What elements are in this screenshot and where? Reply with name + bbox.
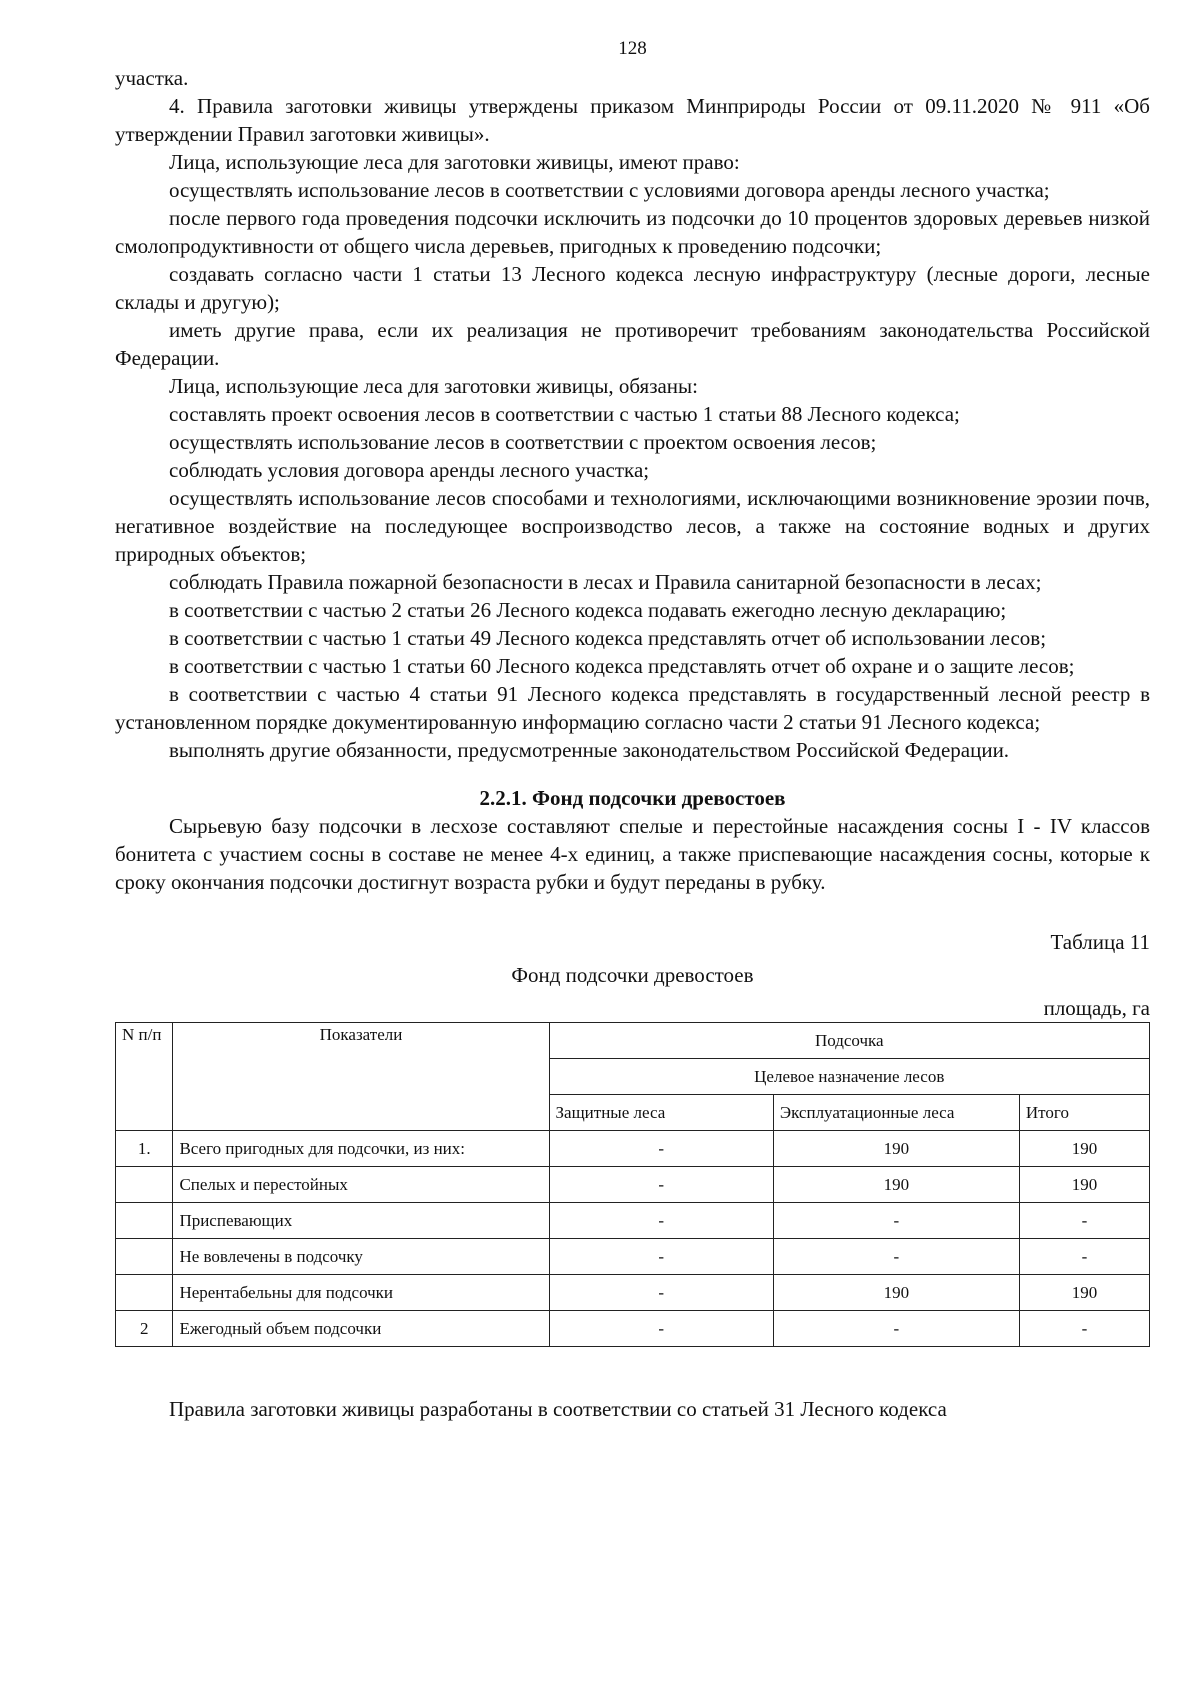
- row-exploitation: -: [773, 1311, 1019, 1347]
- closing-paragraph: Правила заготовки живицы разработаны в соответствии со статьей 31 Лесного кодекса: [169, 1397, 947, 1421]
- header-num: N п/п: [116, 1023, 173, 1131]
- row-num: [116, 1239, 173, 1275]
- table-title: Фонд подсочки древостоев: [511, 963, 754, 987]
- paragraph: Лица, использующие леса для заготовки живицы, имеют право:: [169, 150, 740, 174]
- table-row: [116, 1311, 1150, 1347]
- row-total: -: [1019, 1311, 1149, 1347]
- paragraph: в соответствии с частью 1 статьи 49 Лесного кодекса представлять отчет об использовании лесов;: [169, 626, 1047, 650]
- row-num: 1.: [116, 1131, 173, 1167]
- row-total: 190: [1019, 1131, 1149, 1167]
- row-indicator: Всего пригодных для подсочки, из них:: [173, 1131, 549, 1167]
- row-num: [116, 1167, 173, 1203]
- paragraph: в соответствии с частью 4 статьи 91 Лесного кодекса представлять в государственный лесной реестр в установленном порядке документированную информацию согласно части 2 статьи 91 Лесного кодекса;: [115, 682, 1150, 734]
- table-row: [116, 1167, 1150, 1203]
- row-protective: -: [549, 1203, 773, 1239]
- paragraph: в соответствии с частью 2 статьи 26 Лесного кодекса подавать ежегодно лесную декларацию;: [169, 598, 1007, 622]
- body-text: [115, 64, 1150, 764]
- section-paragraph: Сырьевую базу подсочки в лесхозе составляют спелые и перестойные насаждения сосны I - IV классов бонитета с участием сосны в составе не менее 4-х единиц, а также приспевающие насаждения сосны, которые к сроку окончания подсочки достигнут возраста рубки и будут переданы в рубку.: [115, 814, 1150, 894]
- document-page: [115, 34, 1150, 1423]
- paragraph: участка.: [115, 66, 189, 90]
- header-protective: Защитные леса: [549, 1095, 773, 1131]
- table-unit: площадь, га: [1043, 996, 1150, 1020]
- row-indicator: Не вовлечены в подсочку: [173, 1239, 549, 1275]
- row-exploitation: 190: [773, 1167, 1019, 1203]
- paragraph: осуществлять использование лесов в соответствии с проектом освоения лесов;: [169, 430, 877, 454]
- paragraph: Лица, использующие леса для заготовки живицы, обязаны:: [169, 374, 698, 398]
- paragraph: соблюдать Правила пожарной безопасности в лесах и Правила санитарной безопасности в лесах;: [169, 570, 1042, 594]
- row-num: 2: [116, 1311, 173, 1347]
- table-row: [116, 1275, 1150, 1311]
- paragraph: осуществлять использование лесов в соответствии с условиями договора аренды лесного участка;: [169, 178, 1050, 202]
- paragraph: составлять проект освоения лесов в соответствии с частью 1 статьи 88 Лесного кодекса;: [169, 402, 960, 426]
- row-exploitation: 190: [773, 1275, 1019, 1311]
- row-protective: -: [549, 1131, 773, 1167]
- row-protective: -: [549, 1275, 773, 1311]
- table-row: [116, 1131, 1150, 1167]
- row-indicator: Ежегодный объем подсочки: [173, 1311, 549, 1347]
- table-row: [116, 1239, 1150, 1275]
- paragraph: выполнять другие обязанности, предусмотренные законодательством Российской Федерации.: [169, 738, 1010, 762]
- row-num: [116, 1203, 173, 1239]
- subtapping-fund-table: [115, 1022, 1150, 1347]
- table-label: Таблица 11: [1050, 930, 1150, 954]
- paragraph: создавать согласно части 1 статьи 13 Лесного кодекса лесную инфраструктуру (лесные дороги, лесные склады и другую);: [115, 262, 1150, 314]
- header-exploitation: Эксплуатационные леса: [773, 1095, 1019, 1131]
- table-header-row: [116, 1023, 1150, 1059]
- row-total: 190: [1019, 1167, 1149, 1203]
- row-total: 190: [1019, 1275, 1149, 1311]
- table-row: [116, 1203, 1150, 1239]
- header-subgroup: Целевое назначение лесов: [549, 1059, 1149, 1095]
- row-exploitation: -: [773, 1239, 1019, 1275]
- row-indicator: Нерентабельны для подсочки: [173, 1275, 549, 1311]
- row-protective: -: [549, 1239, 773, 1275]
- paragraph: иметь другие права, если их реализация не противоречит требованиям законодательства Российской Федерации.: [115, 318, 1150, 370]
- paragraph: осуществлять использование лесов способами и технологиями, исключающими возникновение эрозии почв, негативное воздействие на последующее воспроизводство лесов, а также на состояние водных и других природных объектов;: [115, 486, 1150, 566]
- row-protective: -: [549, 1167, 773, 1203]
- row-exploitation: -: [773, 1203, 1019, 1239]
- paragraph: соблюдать условия договора аренды лесного участка;: [169, 458, 650, 482]
- row-num: [116, 1275, 173, 1311]
- header-group: Подсочка: [549, 1023, 1149, 1059]
- row-exploitation: 190: [773, 1131, 1019, 1167]
- page-number: 128: [618, 38, 647, 59]
- header-total: Итого: [1019, 1095, 1149, 1131]
- paragraph: после первого года проведения подсочки исключить из подсочки до 10 процентов здоровых деревьев низкой смолопродуктивности от общего числа деревьев, пригодных к проведению подсочки;: [115, 206, 1150, 258]
- paragraph: в соответствии с частью 1 статьи 60 Лесного кодекса представлять отчет об охране и о защите лесов;: [169, 654, 1075, 678]
- row-total: -: [1019, 1239, 1149, 1275]
- paragraph: 4. Правила заготовки живицы утверждены приказом Минприроды России от 09.11.2020 № 911 «Об утверждении Правил заготовки живицы».: [115, 94, 1150, 146]
- row-protective: -: [549, 1311, 773, 1347]
- header-indicator: Показатели: [173, 1023, 549, 1131]
- row-total: -: [1019, 1203, 1149, 1239]
- row-indicator: Спелых и перестойных: [173, 1167, 549, 1203]
- section-heading: 2.2.1. Фонд подсочки древостоев: [479, 786, 786, 810]
- row-indicator: Приспевающих: [173, 1203, 549, 1239]
